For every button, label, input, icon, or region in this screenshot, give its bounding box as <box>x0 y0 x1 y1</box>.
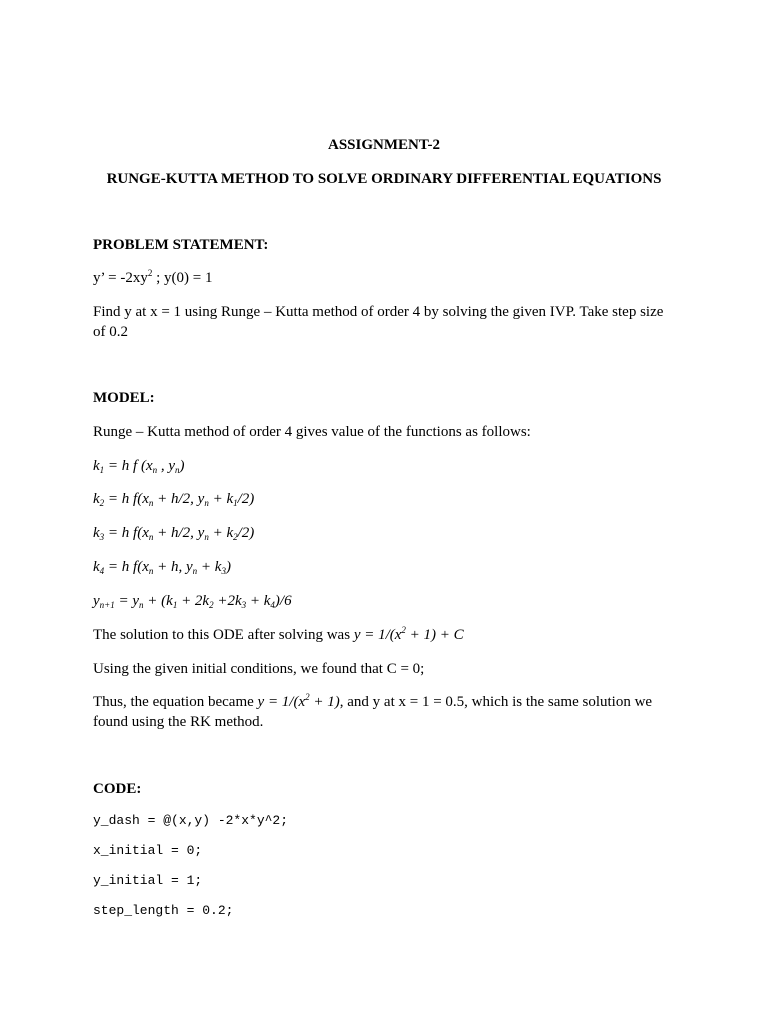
conclusion-text-a: Thus, the equation became <box>93 694 258 710</box>
code-line: x_initial = 0; <box>93 843 203 858</box>
solution-line <box>93 625 464 645</box>
solution-expr-exponent: 2 <box>401 625 406 635</box>
model-intro: Runge – Kutta method of order 4 gives value of the functions as follows: <box>93 424 531 440</box>
conclusion-expr-exponent: 2 <box>305 692 310 702</box>
formula-k1: $k_1 = h$ f ($x_n$ , $y_n$) <box>93 458 185 475</box>
problem-text: Find y at x = 1 using Runge – Kutta method of order 4 by solving the given IVP. Take step size of 0.2 <box>93 304 664 340</box>
solution-expr-b: + 1) + C <box>405 627 464 643</box>
code-line: y_initial = 1; <box>93 873 203 888</box>
solution-expr-a: y = 1/(x <box>353 627 402 643</box>
equation-exponent: 2 <box>147 268 153 278</box>
problem-equation <box>93 268 212 288</box>
document-subtitle: RUNGE-KUTTA METHOD TO SOLVE ORDINARY DIFFERENTIAL EQUATIONS <box>106 171 662 187</box>
conclusion-text-b: , and y at x = 1 = 0.5, which is the same solution we found using the RK method. <box>93 694 653 730</box>
formula-k4: $k_4 = h$ $f(x_n + h$, $y_n + k_3$) <box>93 559 231 576</box>
conclusion-expr-a: y = 1/(x <box>257 694 306 710</box>
code-line: step_length = 0.2; <box>93 903 234 918</box>
problem-heading: PROBLEM STATEMENT: <box>93 237 269 253</box>
conclusion-paragraph <box>93 692 673 732</box>
formula-yn1: $y_{n+1} = y_n + (k_1 + 2k_2 +2k_3 + k_4)/6$ <box>93 593 292 610</box>
initial-conditions-text: Using the given initial conditions, we found that C = 0; <box>93 661 425 677</box>
code-line: y_dash = @(x,y) -2*x*y^2; <box>93 813 289 828</box>
formula-k3: $k_3 = h$ $f(x_n + h/2$, $y_n + k_2/2$) <box>93 525 255 542</box>
conclusion-expr-b: + 1) <box>309 694 340 710</box>
formula-k2: $k_2 = h$ $f(x_n + h/2$, $y_n + k_1/2$) <box>93 491 255 508</box>
model-heading: MODEL: <box>93 390 155 406</box>
document-title: ASSIGNMENT-2 <box>328 137 440 153</box>
equation-lhs: y’ = -2xy <box>93 270 148 286</box>
equation-initial-condition: ; y(0) = 1 <box>152 270 213 286</box>
solution-text: The solution to this ODE after solving was <box>93 627 354 643</box>
code-heading: CODE: <box>93 781 142 797</box>
